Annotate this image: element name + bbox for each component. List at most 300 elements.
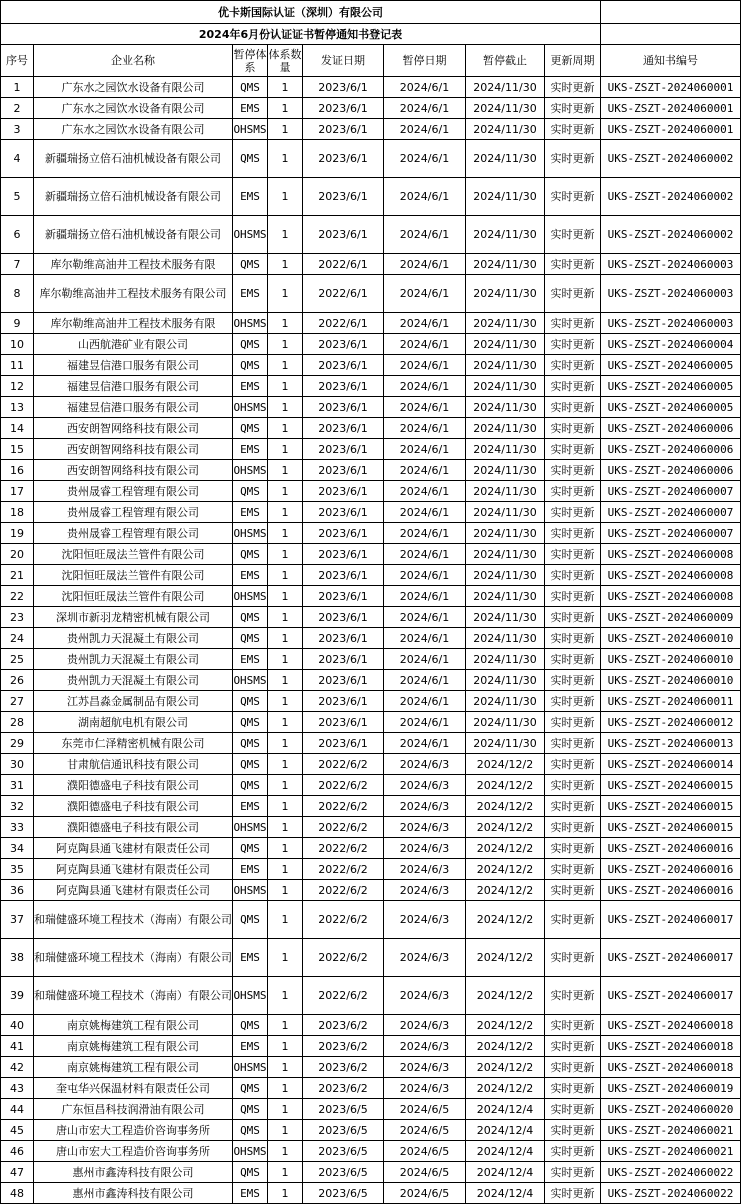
cell-company: 西安朗智网络科技有限公司 <box>34 460 233 481</box>
table-row <box>1 607 741 628</box>
cell-suspend-date: 2024/6/1 <box>384 607 466 628</box>
cell-suspend-end: 2024/11/30 <box>466 628 545 649</box>
cell-company: 深圳市新羽龙精密机械有限公司 <box>34 607 233 628</box>
cell-count: 1 <box>268 439 303 460</box>
cell-system: OHSMS <box>233 119 268 140</box>
cell-issue-date: 2023/6/1 <box>303 628 384 649</box>
table-row <box>1 544 741 565</box>
cell-count: 1 <box>268 275 303 313</box>
table-row <box>1 275 741 313</box>
cell-notice-no: UKS-ZSZT-2024060008 <box>601 565 741 586</box>
cell-count: 1 <box>268 838 303 859</box>
cell-company: 惠州市鑫涛科技有限公司 <box>34 1183 233 1204</box>
cell-suspend-date: 2024/6/1 <box>384 439 466 460</box>
cell-update: 实时更新 <box>545 1183 601 1204</box>
cell-update: 实时更新 <box>545 544 601 565</box>
cell-update: 实时更新 <box>545 670 601 691</box>
cell-update: 实时更新 <box>545 1015 601 1036</box>
cell-update: 实时更新 <box>545 98 601 119</box>
cell-company: 广东水之园饮水设备有限公司 <box>34 119 233 140</box>
cell-count: 1 <box>268 1183 303 1204</box>
cell-seq: 8 <box>1 275 34 313</box>
table-row <box>1 712 741 733</box>
cell-company: 新疆瑞扬立倍石油机械设备有限公司 <box>34 216 233 254</box>
cell-count: 1 <box>268 313 303 334</box>
cell-company: 山西航港矿业有限公司 <box>34 334 233 355</box>
cell-suspend-date: 2024/6/1 <box>384 691 466 712</box>
cell-notice-no: UKS-ZSZT-2024060016 <box>601 838 741 859</box>
cell-update: 实时更新 <box>545 1120 601 1141</box>
cell-company: 新疆瑞扬立倍石油机械设备有限公司 <box>34 140 233 178</box>
cell-company: 沈阳恒旺晟法兰管件有限公司 <box>34 565 233 586</box>
cell-notice-no: UKS-ZSZT-2024060007 <box>601 481 741 502</box>
cell-seq: 1 <box>1 77 34 98</box>
table-row <box>1 140 741 178</box>
cell-suspend-date: 2024/6/3 <box>384 1078 466 1099</box>
cell-system: QMS <box>233 754 268 775</box>
cell-seq: 27 <box>1 691 34 712</box>
cell-update: 实时更新 <box>545 275 601 313</box>
cell-system: QMS <box>233 254 268 275</box>
cell-notice-no: UKS-ZSZT-2024060001 <box>601 98 741 119</box>
cell-issue-date: 2023/6/1 <box>303 712 384 733</box>
cell-suspend-date: 2024/6/3 <box>384 1015 466 1036</box>
cell-company: 贵州晟睿工程管理有限公司 <box>34 502 233 523</box>
cell-notice-no: UKS-ZSZT-2024060012 <box>601 712 741 733</box>
cell-system: EMS <box>233 502 268 523</box>
cell-update: 实时更新 <box>545 901 601 939</box>
cell-issue-date: 2022/6/1 <box>303 275 384 313</box>
cell-system: QMS <box>233 607 268 628</box>
table-row <box>1 1141 741 1162</box>
cell-notice-no: UKS-ZSZT-2024060015 <box>601 775 741 796</box>
cell-company: 广东水之园饮水设备有限公司 <box>34 98 233 119</box>
cell-issue-date: 2022/6/2 <box>303 880 384 901</box>
cell-count: 1 <box>268 1015 303 1036</box>
table-row <box>1 586 741 607</box>
cell-system: OHSMS <box>233 397 268 418</box>
cell-update: 实时更新 <box>545 817 601 838</box>
cell-seq: 19 <box>1 523 34 544</box>
cell-seq: 12 <box>1 376 34 397</box>
table-row <box>1 1036 741 1057</box>
cell-seq: 7 <box>1 254 34 275</box>
cell-issue-date: 2023/6/2 <box>303 1057 384 1078</box>
cell-notice-no: UKS-ZSZT-2024060002 <box>601 140 741 178</box>
cell-notice-no: UKS-ZSZT-2024060004 <box>601 334 741 355</box>
cell-system: QMS <box>233 418 268 439</box>
cell-system: EMS <box>233 565 268 586</box>
cell-seq: 11 <box>1 355 34 376</box>
cell-suspend-end: 2024/11/30 <box>466 586 545 607</box>
table-row <box>1 977 741 1015</box>
cell-system: QMS <box>233 1099 268 1120</box>
cell-notice-no: UKS-ZSZT-2024060005 <box>601 376 741 397</box>
cell-issue-date: 2022/6/2 <box>303 859 384 880</box>
cell-suspend-end: 2024/11/30 <box>466 98 545 119</box>
cell-suspend-date: 2024/6/3 <box>384 859 466 880</box>
cell-update: 实时更新 <box>545 460 601 481</box>
cell-issue-date: 2023/6/1 <box>303 649 384 670</box>
cell-seq: 38 <box>1 939 34 977</box>
cell-notice-no: UKS-ZSZT-2024060015 <box>601 817 741 838</box>
cell-company: 库尔勒维高油井工程技术服务有限 <box>34 313 233 334</box>
cell-issue-date: 2022/6/2 <box>303 754 384 775</box>
cell-company: 唐山市宏大工程造价咨询事务所 <box>34 1120 233 1141</box>
cell-issue-date: 2023/6/5 <box>303 1099 384 1120</box>
cell-suspend-date: 2024/6/1 <box>384 460 466 481</box>
cell-seq: 42 <box>1 1057 34 1078</box>
cell-count: 1 <box>268 1141 303 1162</box>
header-system: 暂停体系 <box>233 45 268 77</box>
cell-notice-no: UKS-ZSZT-2024060021 <box>601 1141 741 1162</box>
cell-suspend-date: 2024/6/1 <box>384 77 466 98</box>
cell-company: 江苏昌淼金属制品有限公司 <box>34 691 233 712</box>
cell-suspend-end: 2024/11/30 <box>466 418 545 439</box>
cell-system: QMS <box>233 334 268 355</box>
cell-seq: 44 <box>1 1099 34 1120</box>
cell-update: 实时更新 <box>545 880 601 901</box>
cell-suspend-end: 2024/11/30 <box>466 649 545 670</box>
cell-company: 贵州凯力天混凝土有限公司 <box>34 670 233 691</box>
cell-suspend-end: 2024/12/4 <box>466 1183 545 1204</box>
cell-issue-date: 2023/6/2 <box>303 1078 384 1099</box>
cell-system: QMS <box>233 838 268 859</box>
cell-system: QMS <box>233 691 268 712</box>
cell-suspend-date: 2024/6/3 <box>384 939 466 977</box>
cell-notice-no: UKS-ZSZT-2024060017 <box>601 901 741 939</box>
table-row <box>1 77 741 98</box>
header-notice-no: 通知书编号 <box>601 45 741 77</box>
cell-notice-no: UKS-ZSZT-2024060008 <box>601 586 741 607</box>
cell-count: 1 <box>268 1099 303 1120</box>
cell-issue-date: 2023/6/1 <box>303 691 384 712</box>
cell-update: 实时更新 <box>545 355 601 376</box>
cell-seq: 43 <box>1 1078 34 1099</box>
cell-seq: 28 <box>1 712 34 733</box>
cell-company: 阿克陶县通飞建材有限责任公司 <box>34 880 233 901</box>
table-row <box>1 775 741 796</box>
cell-suspend-date: 2024/6/1 <box>384 523 466 544</box>
cell-issue-date: 2023/6/5 <box>303 1162 384 1183</box>
cell-count: 1 <box>268 586 303 607</box>
cell-company: 贵州凯力天混凝土有限公司 <box>34 628 233 649</box>
cell-seq: 20 <box>1 544 34 565</box>
cell-company: 库尔勒维高油井工程技术服务有限公司 <box>34 275 233 313</box>
cell-update: 实时更新 <box>545 313 601 334</box>
cell-suspend-date: 2024/6/3 <box>384 977 466 1015</box>
cell-suspend-end: 2024/11/30 <box>466 376 545 397</box>
cell-company: 南京姚梅建筑工程有限公司 <box>34 1036 233 1057</box>
cell-company: 濮阳德盛电子科技有限公司 <box>34 775 233 796</box>
cell-update: 实时更新 <box>545 1036 601 1057</box>
cell-seq: 14 <box>1 418 34 439</box>
cell-suspend-date: 2024/6/1 <box>384 334 466 355</box>
cell-system: QMS <box>233 712 268 733</box>
cell-update: 实时更新 <box>545 977 601 1015</box>
cell-suspend-end: 2024/12/4 <box>466 1162 545 1183</box>
cell-seq: 46 <box>1 1141 34 1162</box>
cell-notice-no: UKS-ZSZT-2024060003 <box>601 313 741 334</box>
cell-company: 广东水之园饮水设备有限公司 <box>34 77 233 98</box>
cell-issue-date: 2022/6/2 <box>303 901 384 939</box>
cell-notice-no: UKS-ZSZT-2024060003 <box>601 254 741 275</box>
cell-seq: 18 <box>1 502 34 523</box>
cell-seq: 32 <box>1 796 34 817</box>
cell-notice-no: UKS-ZSZT-2024060001 <box>601 77 741 98</box>
cell-suspend-end: 2024/12/2 <box>466 901 545 939</box>
cell-suspend-end: 2024/11/30 <box>466 119 545 140</box>
cell-notice-no: UKS-ZSZT-2024060022 <box>601 1162 741 1183</box>
cell-suspend-date: 2024/6/1 <box>384 565 466 586</box>
cell-seq: 2 <box>1 98 34 119</box>
cell-company: 阿克陶县通飞建材有限责任公司 <box>34 859 233 880</box>
cell-system: QMS <box>233 355 268 376</box>
cell-suspend-date: 2024/6/1 <box>384 313 466 334</box>
cell-seq: 37 <box>1 901 34 939</box>
table-row <box>1 502 741 523</box>
cell-suspend-date: 2024/6/1 <box>384 418 466 439</box>
cell-update: 实时更新 <box>545 119 601 140</box>
cell-update: 实时更新 <box>545 216 601 254</box>
cell-update: 实时更新 <box>545 140 601 178</box>
cell-suspend-end: 2024/12/4 <box>466 1099 545 1120</box>
cell-system: QMS <box>233 140 268 178</box>
cell-count: 1 <box>268 796 303 817</box>
cell-count: 1 <box>268 216 303 254</box>
cell-system: EMS <box>233 275 268 313</box>
cell-issue-date: 2023/6/1 <box>303 607 384 628</box>
cell-update: 实时更新 <box>545 334 601 355</box>
cell-system: OHSMS <box>233 460 268 481</box>
table-row <box>1 901 741 939</box>
cell-notice-no: UKS-ZSZT-2024060018 <box>601 1057 741 1078</box>
cell-suspend-end: 2024/12/2 <box>466 939 545 977</box>
cell-suspend-date: 2024/6/1 <box>384 178 466 216</box>
cell-count: 1 <box>268 98 303 119</box>
header-seq: 序号 <box>1 45 34 77</box>
cell-suspend-end: 2024/12/2 <box>466 859 545 880</box>
cell-suspend-end: 2024/12/4 <box>466 1141 545 1162</box>
cell-notice-no: UKS-ZSZT-2024060016 <box>601 880 741 901</box>
cell-suspend-end: 2024/11/30 <box>466 460 545 481</box>
cell-suspend-end: 2024/11/30 <box>466 481 545 502</box>
cell-issue-date: 2023/6/1 <box>303 565 384 586</box>
table-row <box>1 1183 741 1204</box>
cell-company: 和瑞健盛环境工程技术（海南）有限公司 <box>34 939 233 977</box>
title-side-cell <box>601 1 741 24</box>
cell-issue-date: 2023/6/1 <box>303 439 384 460</box>
cell-seq: 3 <box>1 119 34 140</box>
table-row <box>1 880 741 901</box>
cell-update: 实时更新 <box>545 254 601 275</box>
cell-system: EMS <box>233 98 268 119</box>
table-row <box>1 817 741 838</box>
cell-update: 实时更新 <box>545 607 601 628</box>
cell-count: 1 <box>268 355 303 376</box>
sheet-subtitle: 2024年6月份认证证书暂停通知书登记表 <box>1 24 601 45</box>
subtitle-side-cell <box>601 24 741 45</box>
sheet-title: 优卡斯国际认证（深圳）有限公司 <box>1 1 601 24</box>
cell-seq: 4 <box>1 140 34 178</box>
cell-suspend-date: 2024/6/3 <box>384 796 466 817</box>
cell-system: OHSMS <box>233 977 268 1015</box>
cell-count: 1 <box>268 754 303 775</box>
cell-update: 实时更新 <box>545 481 601 502</box>
cell-count: 1 <box>268 607 303 628</box>
table-row <box>1 691 741 712</box>
cell-count: 1 <box>268 77 303 98</box>
cell-update: 实时更新 <box>545 691 601 712</box>
cell-issue-date: 2023/6/1 <box>303 397 384 418</box>
cell-notice-no: UKS-ZSZT-2024060002 <box>601 178 741 216</box>
cell-suspend-end: 2024/11/30 <box>466 670 545 691</box>
cell-suspend-date: 2024/6/1 <box>384 254 466 275</box>
header-suspend-end: 暂停截止 <box>466 45 545 77</box>
cell-count: 1 <box>268 901 303 939</box>
cell-update: 实时更新 <box>545 178 601 216</box>
table-row <box>1 838 741 859</box>
cell-suspend-end: 2024/11/30 <box>466 355 545 376</box>
cell-count: 1 <box>268 712 303 733</box>
cell-notice-no: UKS-ZSZT-2024060007 <box>601 523 741 544</box>
cell-update: 实时更新 <box>545 775 601 796</box>
cell-company: 濮阳德盛电子科技有限公司 <box>34 817 233 838</box>
cell-company: 贵州晟睿工程管理有限公司 <box>34 481 233 502</box>
cell-notice-no: UKS-ZSZT-2024060010 <box>601 670 741 691</box>
cell-seq: 36 <box>1 880 34 901</box>
cell-count: 1 <box>268 691 303 712</box>
cell-suspend-end: 2024/12/2 <box>466 754 545 775</box>
cell-count: 1 <box>268 977 303 1015</box>
cell-system: EMS <box>233 439 268 460</box>
cell-issue-date: 2023/6/5 <box>303 1141 384 1162</box>
cell-count: 1 <box>268 670 303 691</box>
cell-notice-no: UKS-ZSZT-2024060009 <box>601 607 741 628</box>
table-row <box>1 254 741 275</box>
cell-seq: 45 <box>1 1120 34 1141</box>
cell-issue-date: 2023/6/1 <box>303 334 384 355</box>
cell-notice-no: UKS-ZSZT-2024060019 <box>601 1078 741 1099</box>
cell-update: 实时更新 <box>545 439 601 460</box>
cell-seq: 25 <box>1 649 34 670</box>
cell-update: 实时更新 <box>545 77 601 98</box>
table-row <box>1 376 741 397</box>
cell-system: QMS <box>233 733 268 754</box>
cell-count: 1 <box>268 775 303 796</box>
table-row <box>1 481 741 502</box>
cell-suspend-end: 2024/12/2 <box>466 817 545 838</box>
cell-count: 1 <box>268 1057 303 1078</box>
cell-update: 实时更新 <box>545 523 601 544</box>
cell-count: 1 <box>268 376 303 397</box>
cell-notice-no: UKS-ZSZT-2024060013 <box>601 733 741 754</box>
cell-suspend-date: 2024/6/1 <box>384 355 466 376</box>
cell-count: 1 <box>268 481 303 502</box>
table-row <box>1 397 741 418</box>
cell-suspend-end: 2024/11/30 <box>466 712 545 733</box>
cell-issue-date: 2023/6/1 <box>303 119 384 140</box>
cell-seq: 39 <box>1 977 34 1015</box>
cell-count: 1 <box>268 544 303 565</box>
cell-suspend-date: 2024/6/1 <box>384 275 466 313</box>
cell-count: 1 <box>268 460 303 481</box>
cell-issue-date: 2023/6/1 <box>303 376 384 397</box>
cell-update: 实时更新 <box>545 838 601 859</box>
cell-issue-date: 2023/6/1 <box>303 481 384 502</box>
cell-suspend-end: 2024/11/30 <box>466 607 545 628</box>
cell-issue-date: 2023/6/1 <box>303 670 384 691</box>
cell-seq: 9 <box>1 313 34 334</box>
cell-company: 甘肃航信通讯科技有限公司 <box>34 754 233 775</box>
cell-issue-date: 2023/6/1 <box>303 77 384 98</box>
cell-system: OHSMS <box>233 880 268 901</box>
cell-company: 西安朗智网络科技有限公司 <box>34 439 233 460</box>
cell-issue-date: 2023/6/1 <box>303 355 384 376</box>
cell-update: 实时更新 <box>545 939 601 977</box>
cell-update: 实时更新 <box>545 397 601 418</box>
cell-notice-no: UKS-ZSZT-2024060022 <box>601 1183 741 1204</box>
cell-count: 1 <box>268 334 303 355</box>
cell-system: OHSMS <box>233 817 268 838</box>
cell-notice-no: UKS-ZSZT-2024060018 <box>601 1036 741 1057</box>
cell-suspend-date: 2024/6/1 <box>384 628 466 649</box>
cell-update: 实时更新 <box>545 628 601 649</box>
cell-update: 实时更新 <box>545 733 601 754</box>
cell-issue-date: 2023/6/1 <box>303 98 384 119</box>
cell-company: 惠州市鑫涛科技有限公司 <box>34 1162 233 1183</box>
cell-seq: 29 <box>1 733 34 754</box>
cell-suspend-date: 2024/6/1 <box>384 502 466 523</box>
cell-count: 1 <box>268 523 303 544</box>
cell-system: EMS <box>233 859 268 880</box>
cell-notice-no: UKS-ZSZT-2024060008 <box>601 544 741 565</box>
table-row <box>1 523 741 544</box>
cell-company: 奎屯华兴保温材料有限责任公司 <box>34 1078 233 1099</box>
table-row <box>1 859 741 880</box>
cell-issue-date: 2022/6/2 <box>303 838 384 859</box>
cell-issue-date: 2022/6/2 <box>303 939 384 977</box>
table-row <box>1 1120 741 1141</box>
cell-notice-no: UKS-ZSZT-2024060002 <box>601 216 741 254</box>
table-row <box>1 1015 741 1036</box>
cell-suspend-end: 2024/11/30 <box>466 733 545 754</box>
table-row <box>1 355 741 376</box>
cell-suspend-date: 2024/6/1 <box>384 544 466 565</box>
cell-count: 1 <box>268 502 303 523</box>
cell-suspend-end: 2024/11/30 <box>466 254 545 275</box>
cell-suspend-date: 2024/6/1 <box>384 98 466 119</box>
cell-notice-no: UKS-ZSZT-2024060011 <box>601 691 741 712</box>
table-row <box>1 119 741 140</box>
cell-update: 实时更新 <box>545 754 601 775</box>
cell-update: 实时更新 <box>545 565 601 586</box>
cell-suspend-end: 2024/11/30 <box>466 334 545 355</box>
cell-suspend-end: 2024/12/2 <box>466 1078 545 1099</box>
cell-seq: 41 <box>1 1036 34 1057</box>
cell-system: QMS <box>233 544 268 565</box>
cell-issue-date: 2023/6/1 <box>303 460 384 481</box>
cell-suspend-end: 2024/11/30 <box>466 523 545 544</box>
cell-suspend-end: 2024/12/2 <box>466 1057 545 1078</box>
cell-count: 1 <box>268 565 303 586</box>
cell-company: 新疆瑞扬立倍石油机械设备有限公司 <box>34 178 233 216</box>
table-row <box>1 216 741 254</box>
cell-suspend-date: 2024/6/5 <box>384 1162 466 1183</box>
cell-count: 1 <box>268 397 303 418</box>
cell-company: 库尔勒维高油井工程技术服务有限 <box>34 254 233 275</box>
cell-suspend-end: 2024/12/2 <box>466 775 545 796</box>
